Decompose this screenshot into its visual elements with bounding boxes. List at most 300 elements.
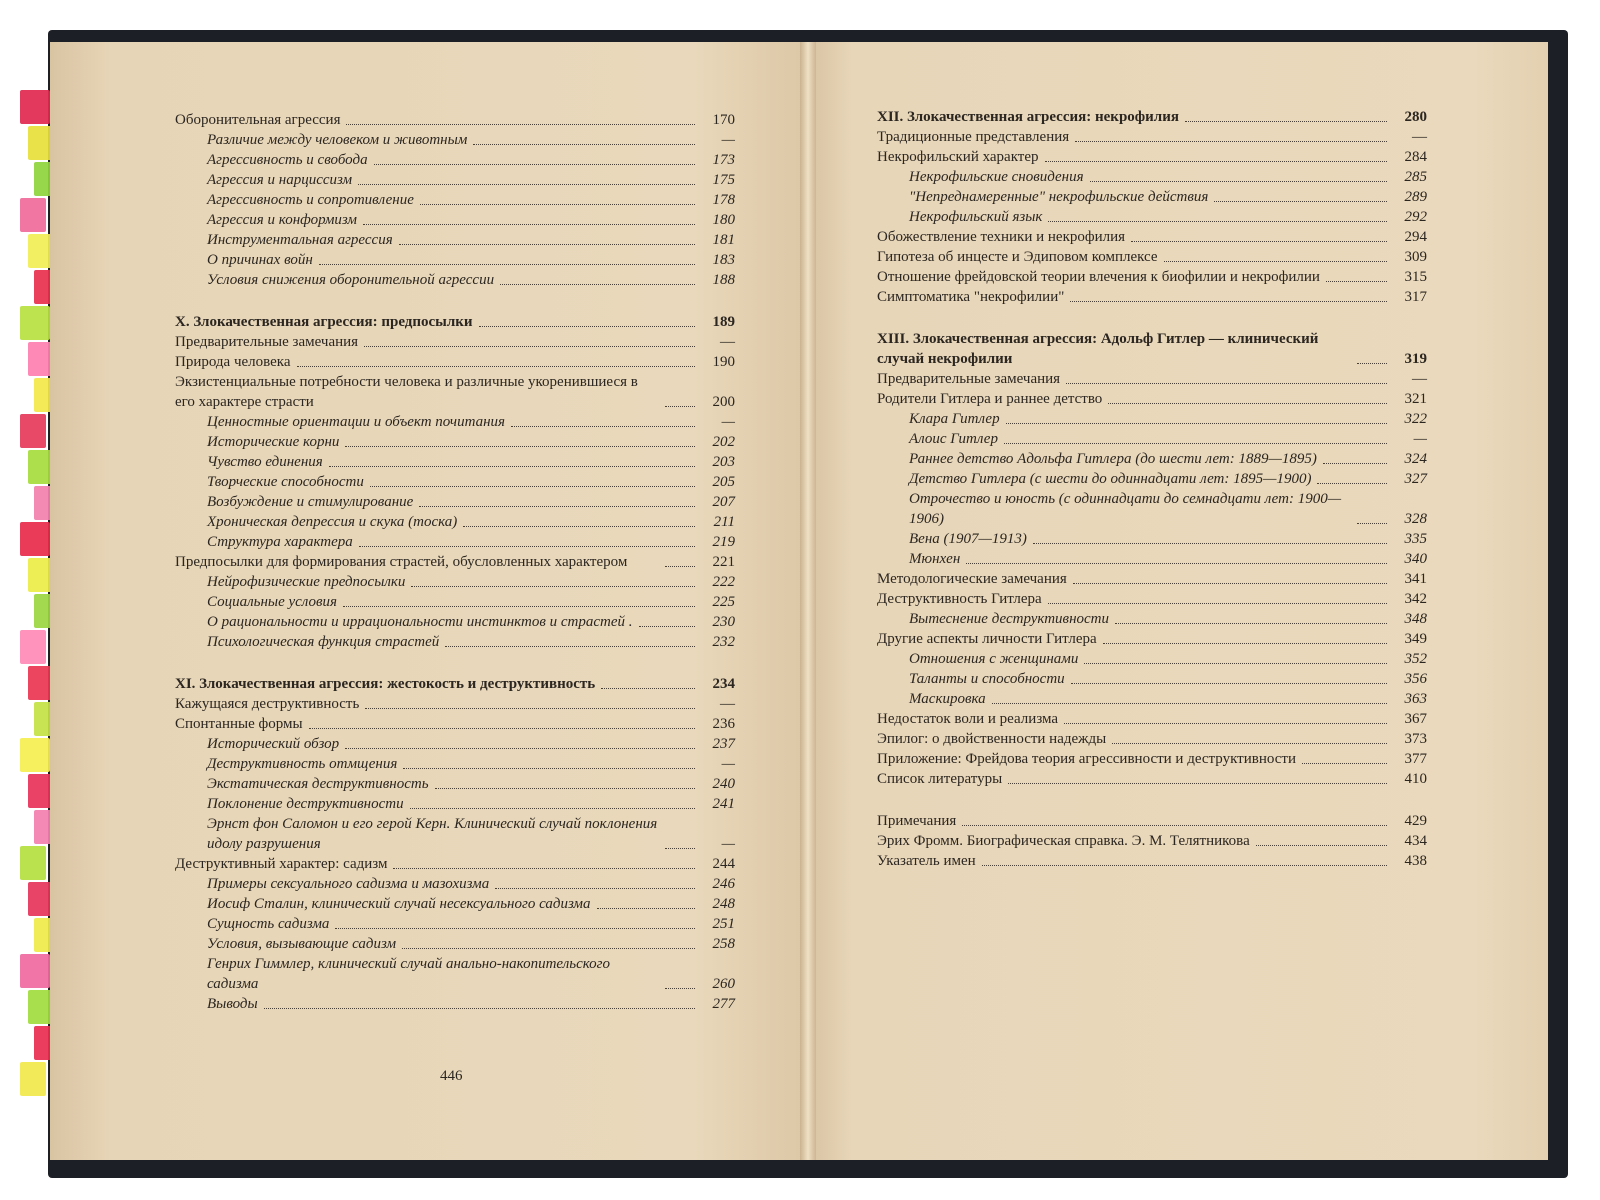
- dot-leader: [665, 988, 695, 989]
- dot-leader: [665, 406, 695, 407]
- toc-entry-title: Хроническая депрессия и скука (тоска): [207, 514, 458, 530]
- dot-leader: [1357, 523, 1387, 524]
- toc-entry-title: Детство Гитлера (с шести до одиннадцати лет: 1895—1900): [909, 471, 1312, 487]
- toc-entry-page: 438: [1404, 853, 1427, 869]
- dot-leader: [419, 506, 695, 507]
- toc-entry-title: XI. Злокачественная агрессия: жестокость и деструктивность: [175, 676, 596, 692]
- toc-entry: [175, 130, 735, 150]
- toc-entry-title: Инструментальная агрессия: [207, 232, 393, 248]
- dot-leader: [1302, 763, 1387, 764]
- dot-leader: [420, 204, 695, 205]
- toc-entry: [175, 472, 735, 492]
- toc-entry: [877, 409, 1427, 429]
- toc-entry-title: О причинах войн: [207, 252, 313, 268]
- toc-entry-page: 246: [712, 876, 735, 892]
- toc-entry-title: Деструктивный характер: садизм: [175, 856, 388, 872]
- section-gap: [877, 789, 1427, 811]
- toc-entry-title: Психологическая функция страстей: [207, 634, 440, 650]
- toc-entry: [877, 529, 1427, 549]
- dot-leader: [1185, 121, 1387, 122]
- toc-entry: [175, 854, 735, 874]
- dot-leader: [329, 466, 695, 467]
- toc-entry-title: Симптоматика "некрофилии": [877, 289, 1065, 305]
- toc-entry: [877, 649, 1427, 669]
- toc-entry: [877, 167, 1427, 187]
- dot-leader: [402, 948, 695, 949]
- toc-entry-title: XII. Злокачественная агрессия: некрофилия: [877, 109, 1179, 125]
- toc-entry-title: Вытеснение деструктивности: [909, 611, 1109, 627]
- toc-entry-page: 240: [712, 776, 735, 792]
- toc-chapter-entry: [175, 674, 735, 694]
- toc-entry-page: 230: [712, 614, 735, 630]
- toc-entry-page: 322: [1404, 411, 1427, 427]
- toc-entry-title: Ценностные ориентации и объект почитания: [207, 414, 506, 430]
- sticky-tab: [20, 954, 50, 988]
- toc-entry-page: 356: [1404, 671, 1427, 687]
- sticky-tab: [20, 738, 50, 772]
- toc-entry: [175, 250, 735, 270]
- toc-entry-page: 342: [1404, 591, 1427, 607]
- dot-leader: [1066, 383, 1387, 384]
- toc-entry-title: Социальные условия: [207, 594, 338, 610]
- toc-entry-page: 277: [712, 996, 735, 1012]
- sticky-tab: [20, 306, 50, 340]
- dot-leader: [435, 788, 695, 789]
- toc-entry-title: Приложение: Фрейдова теория агрессивности и деструктивности: [877, 751, 1296, 767]
- toc-entry-title: Недостаток воли и реализма: [877, 711, 1059, 727]
- toc-entry: [175, 612, 735, 632]
- toc-entry: [175, 894, 735, 914]
- toc-entry: [175, 532, 735, 552]
- toc-entry: [877, 831, 1427, 851]
- toc-entry: [175, 954, 735, 994]
- toc-entry-page: 183: [712, 252, 735, 268]
- toc-entry-title: Исторические корни: [207, 434, 340, 450]
- toc-entry-page: —: [720, 334, 735, 350]
- dot-leader: [601, 688, 695, 689]
- toc-entry-page: 410: [1404, 771, 1427, 787]
- sticky-tab: [20, 846, 46, 880]
- toc-entry-title: Генрих Гиммлер, клинический случай анально-накопительского садизма: [207, 956, 611, 992]
- dot-leader: [463, 526, 695, 527]
- toc-entry-title: Экстатическая деструктивность: [207, 776, 429, 792]
- toc-entry-page: 327: [1404, 471, 1427, 487]
- dot-leader: [1317, 483, 1387, 484]
- toc-entry-page: 180: [712, 212, 735, 228]
- toc-entry-page: 181: [712, 232, 735, 248]
- toc-entry: [877, 669, 1427, 689]
- dot-leader: [1256, 845, 1387, 846]
- toc-entry-title: X. Злокачественная агрессия: предпосылки: [175, 314, 473, 330]
- dot-leader: [1131, 241, 1387, 242]
- dot-leader: [495, 888, 695, 889]
- toc-entry-title: Агрессивность и сопротивление: [207, 192, 414, 208]
- dot-leader: [982, 865, 1387, 866]
- dot-leader: [1071, 683, 1387, 684]
- section-gap: [877, 307, 1427, 329]
- toc-entry-title: Иосиф Сталин, клинический случай несексуального садизма: [207, 896, 591, 912]
- toc-entry: [877, 709, 1427, 729]
- dot-leader: [597, 908, 695, 909]
- dot-leader: [1323, 463, 1387, 464]
- dot-leader: [1084, 663, 1387, 664]
- dot-leader: [345, 446, 695, 447]
- toc-entry-page: 203: [712, 454, 735, 470]
- toc-entry: [175, 452, 735, 472]
- toc-entry: [175, 432, 735, 452]
- toc-entry-title: XIII. Злокачественная агрессия: Адольф Гитлер — клинический случай некрофилии: [877, 331, 1319, 367]
- toc-entry: [877, 489, 1427, 529]
- dot-leader: [1070, 301, 1387, 302]
- toc-entry-title: Отношение фрейдовской теории влечения к биофилии и некрофилии: [877, 269, 1320, 285]
- toc-entry: [175, 874, 735, 894]
- book-gutter: [800, 42, 816, 1160]
- toc-entry-page: 244: [712, 856, 735, 872]
- toc-entry-title: Мюнхен: [909, 551, 961, 567]
- sticky-tab: [20, 1062, 46, 1096]
- toc-entry: [175, 210, 735, 230]
- toc-entry: [877, 629, 1427, 649]
- toc-entry-title: Гипотеза об инцесте и Эдиповом комплексе: [877, 249, 1158, 265]
- toc-entry: [877, 689, 1427, 709]
- dot-leader: [1008, 783, 1387, 784]
- toc-entry-title: Возбуждение и стимулирование: [207, 494, 414, 510]
- toc-entry: [175, 914, 735, 934]
- toc-entry-title: Спонтанные формы: [175, 716, 303, 732]
- dot-leader: [1073, 583, 1387, 584]
- toc-entry: [175, 714, 735, 734]
- toc-entry: [877, 769, 1427, 789]
- dot-leader: [365, 708, 695, 709]
- toc-entry-page: 234: [712, 676, 735, 692]
- dot-leader: [1064, 723, 1387, 724]
- dot-leader: [358, 184, 695, 185]
- dot-leader: [1357, 363, 1387, 364]
- toc-entry: [175, 934, 735, 954]
- toc-entry-title: Таланты и способности: [909, 671, 1065, 687]
- toc-entry: [877, 147, 1427, 167]
- toc-entry-title: Маскировка: [909, 691, 986, 707]
- dot-leader: [639, 626, 696, 627]
- toc-entry-page: 178: [712, 192, 735, 208]
- toc-entry: [877, 187, 1427, 207]
- toc-entry: [175, 352, 735, 372]
- toc-entry: [877, 609, 1427, 629]
- toc-entry-page: 317: [1404, 289, 1427, 305]
- dot-leader: [1115, 623, 1387, 624]
- toc-entry-title: Некрофильские сновидения: [909, 169, 1084, 185]
- toc-entry-title: Родители Гитлера и раннее детство: [877, 391, 1103, 407]
- dot-leader: [1033, 543, 1387, 544]
- dot-leader: [511, 426, 695, 427]
- toc-entry-title: Клара Гитлер: [909, 411, 1000, 427]
- dot-leader: [345, 748, 695, 749]
- toc-entry: [175, 794, 735, 814]
- toc-entry-page: 200: [712, 394, 735, 410]
- sticky-tab: [20, 522, 50, 556]
- dot-leader: [479, 326, 695, 327]
- toc-entry: [175, 150, 735, 170]
- dot-leader: [962, 825, 1387, 826]
- toc-entry-page: 434: [1404, 833, 1427, 849]
- toc-entry-title: Условия, вызывающие садизм: [207, 936, 397, 952]
- toc-entry-page: 202: [712, 434, 735, 450]
- toc-entry-title: "Непреднамеренные" некрофильские действия: [909, 189, 1209, 205]
- dot-leader: [1326, 281, 1387, 282]
- toc-entry: [877, 429, 1427, 449]
- toc-entry-title: Кажущаяся деструктивность: [175, 696, 360, 712]
- toc-entry-title: Методологические замечания: [877, 571, 1067, 587]
- section-gap: [175, 290, 735, 312]
- toc-entry: [877, 449, 1427, 469]
- toc-entry-page: 190: [712, 354, 735, 370]
- dot-leader: [319, 264, 695, 265]
- sticky-tab: [20, 90, 50, 124]
- toc-entry-page: 221: [712, 554, 735, 570]
- toc-entry-title: Некрофильский язык: [909, 209, 1043, 225]
- dot-leader: [1103, 643, 1387, 644]
- dot-leader: [500, 284, 695, 285]
- toc-chapter-entry: [877, 107, 1427, 127]
- dot-leader: [1048, 603, 1387, 604]
- toc-entry-title: Список литературы: [877, 771, 1003, 787]
- toc-entry-page: 315: [1404, 269, 1427, 285]
- toc-entry-page: —: [721, 414, 735, 430]
- toc-entry-page: 348: [1404, 611, 1427, 627]
- toc-entry-title: Деструктивность Гитлера: [877, 591, 1042, 607]
- toc-entry-page: 280: [1404, 109, 1427, 125]
- toc-entry-page: 377: [1404, 751, 1427, 767]
- toc-entry: [877, 287, 1427, 307]
- toc-entry-page: 225: [712, 594, 735, 610]
- toc-entry-title: Предпосылки для формирования страстей, обусловленных характером: [175, 554, 628, 570]
- toc-entry-title: Чувство единения: [207, 454, 323, 470]
- toc-entry-page: 319: [1404, 351, 1427, 367]
- sticky-tab: [20, 630, 46, 664]
- toc-entry: [877, 227, 1427, 247]
- toc-entry-title: Различие между человеком и животным: [207, 132, 468, 148]
- toc-entry-page: 189: [712, 314, 735, 330]
- dot-leader: [363, 224, 695, 225]
- toc-entry: [175, 694, 735, 714]
- toc-entry-page: 237: [712, 736, 735, 752]
- toc-entry-title: Природа человека: [175, 354, 291, 370]
- toc-entry-page: —: [721, 836, 735, 852]
- dot-leader: [665, 848, 695, 849]
- toc-entry-title: Отношения с женщинами: [909, 651, 1079, 667]
- toc-entry-title: Алоис Гитлер: [909, 431, 998, 447]
- toc-entry-title: Агрессия и конформизм: [207, 212, 357, 228]
- dot-leader: [966, 563, 1387, 564]
- dot-leader: [374, 164, 695, 165]
- toc-entry-page: 241: [712, 796, 735, 812]
- toc-entry: [877, 469, 1427, 489]
- dot-leader: [264, 1008, 695, 1009]
- dot-leader: [1075, 141, 1387, 142]
- toc-entry-page: —: [1412, 129, 1427, 145]
- toc-entry-page: —: [1412, 371, 1427, 387]
- toc-entry: [877, 127, 1427, 147]
- section-gap: [175, 652, 735, 674]
- toc-entry: [877, 389, 1427, 409]
- toc-entry-title: Творческие способности: [207, 474, 364, 490]
- dot-leader: [1045, 161, 1387, 162]
- page-number: 446: [440, 1068, 463, 1084]
- toc-entry-page: 284: [1404, 149, 1427, 165]
- toc-entry-title: Примечания: [877, 813, 957, 829]
- toc-entry-title: Примеры сексуального садизма и мазохизма: [207, 876, 490, 892]
- toc-entry-page: 285: [1404, 169, 1427, 185]
- toc-entry-title: Исторический обзор: [207, 736, 340, 752]
- toc-entry-page: 324: [1404, 451, 1427, 467]
- toc-entry: [877, 749, 1427, 769]
- toc-left-column: [175, 110, 735, 1014]
- toc-entry-title: Эрих Фромм. Биографическая справка. Э. М. Телятникова: [877, 833, 1250, 849]
- toc-right-column: [877, 107, 1427, 871]
- toc-entry-page: 258: [712, 936, 735, 952]
- toc-entry-page: 251: [712, 916, 735, 932]
- toc-entry-page: 340: [1404, 551, 1427, 567]
- toc-entry: [175, 372, 735, 412]
- toc-entry-title: Отрочество и юность (с одиннадцати до семнадцати лет: 1900—1906): [909, 491, 1342, 527]
- toc-entry-page: 248: [712, 896, 735, 912]
- dot-leader: [410, 808, 695, 809]
- toc-entry-page: 219: [712, 534, 735, 550]
- toc-entry: [175, 170, 735, 190]
- dot-leader: [297, 366, 695, 367]
- toc-entry: [175, 552, 735, 572]
- toc-entry-title: Указатель имен: [877, 853, 976, 869]
- dot-leader: [1112, 743, 1387, 744]
- toc-entry: [877, 247, 1427, 267]
- dot-leader: [445, 646, 695, 647]
- dot-leader: [665, 566, 695, 567]
- toc-entry-page: 367: [1404, 711, 1427, 727]
- dot-leader: [1214, 201, 1387, 202]
- toc-entry: [877, 267, 1427, 287]
- toc-entry-page: 260: [712, 976, 735, 992]
- toc-entry-title: Экзистенциальные потребности человека и различные укоренившиеся в его характере страсти: [175, 374, 638, 410]
- toc-entry-title: Структура характера: [207, 534, 353, 550]
- toc-entry-page: —: [720, 696, 735, 712]
- dot-leader: [335, 928, 695, 929]
- dot-leader: [473, 144, 695, 145]
- dot-leader: [1090, 181, 1387, 182]
- toc-entry: [175, 734, 735, 754]
- toc-entry-title: Деструктивность отмщения: [207, 756, 398, 772]
- toc-entry: [175, 190, 735, 210]
- toc-entry-page: —: [721, 756, 735, 772]
- dot-leader: [1004, 443, 1387, 444]
- toc-entry-page: 321: [1404, 391, 1427, 407]
- toc-chapter-entry: [175, 312, 735, 332]
- dot-leader: [343, 606, 695, 607]
- toc-entry-page: 363: [1404, 691, 1427, 707]
- dot-leader: [399, 244, 695, 245]
- dot-leader: [359, 546, 695, 547]
- toc-entry-page: 236: [712, 716, 735, 732]
- toc-entry: [877, 851, 1427, 871]
- dot-leader: [1048, 221, 1387, 222]
- toc-entry-page: 335: [1404, 531, 1427, 547]
- toc-entry-title: Агрессивность и свобода: [207, 152, 368, 168]
- toc-entry-title: Некрофильский характер: [877, 149, 1039, 165]
- toc-entry-title: Традиционные представления: [877, 129, 1070, 145]
- dot-leader: [1164, 261, 1387, 262]
- toc-entry: [877, 589, 1427, 609]
- toc-entry-page: 170: [712, 112, 735, 128]
- toc-entry-page: 207: [712, 494, 735, 510]
- toc-entry: [175, 332, 735, 352]
- toc-entry-title: Условия снижения оборонительной агрессии: [207, 272, 495, 288]
- toc-entry-page: 349: [1404, 631, 1427, 647]
- toc-entry: [877, 369, 1427, 389]
- toc-entry-page: 205: [712, 474, 735, 490]
- toc-entry: [175, 994, 735, 1014]
- toc-entry-page: 373: [1404, 731, 1427, 747]
- dot-leader: [1006, 423, 1387, 424]
- toc-entry: [877, 549, 1427, 569]
- toc-entry: [877, 811, 1427, 831]
- toc-entry-page: 188: [712, 272, 735, 288]
- toc-entry-title: Предварительные замечания: [175, 334, 359, 350]
- toc-entry-title: Нейрофизические предпосылки: [207, 574, 406, 590]
- toc-entry-page: 173: [712, 152, 735, 168]
- dot-leader: [346, 124, 695, 125]
- dot-leader: [393, 868, 695, 869]
- dot-leader: [403, 768, 695, 769]
- toc-entry-title: Агрессия и нарциссизм: [207, 172, 353, 188]
- dot-leader: [309, 728, 695, 729]
- toc-entry-title: Поклонение деструктивности: [207, 796, 404, 812]
- toc-entry-title: Раннее детство Адольфа Гитлера (до шести лет: 1889—1895): [909, 451, 1317, 467]
- toc-entry-page: 294: [1404, 229, 1427, 245]
- dot-leader: [411, 586, 695, 587]
- sticky-tab: [20, 198, 46, 232]
- toc-entry-title: Сущность садизма: [207, 916, 330, 932]
- toc-entry-page: 222: [712, 574, 735, 590]
- toc-entry: [175, 632, 735, 652]
- toc-entry: [175, 492, 735, 512]
- toc-entry: [877, 207, 1427, 227]
- toc-entry-page: 232: [712, 634, 735, 650]
- toc-entry: [175, 592, 735, 612]
- toc-entry-page: 211: [713, 514, 735, 530]
- toc-entry-title: Эпилог: о двойственности надежды: [877, 731, 1107, 747]
- toc-entry: [175, 572, 735, 592]
- toc-entry: [175, 270, 735, 290]
- toc-entry: [877, 729, 1427, 749]
- toc-entry-page: 352: [1404, 651, 1427, 667]
- toc-entry-title: Вена (1907—1913): [909, 531, 1027, 547]
- toc-entry-page: 175: [712, 172, 735, 188]
- toc-entry-title: Обожествление техники и некрофилия: [877, 229, 1126, 245]
- toc-entry-title: Другие аспекты личности Гитлера: [877, 631, 1097, 647]
- dot-leader: [370, 486, 695, 487]
- toc-entry-page: 309: [1404, 249, 1427, 265]
- toc-entry-title: О рациональности и иррациональности инстинктов и страстей .: [207, 614, 633, 630]
- toc-chapter-entry: [877, 329, 1427, 369]
- toc-entry-page: 289: [1404, 189, 1427, 205]
- toc-entry: [175, 774, 735, 794]
- toc-entry: [175, 230, 735, 250]
- toc-entry: [175, 754, 735, 774]
- dot-leader: [992, 703, 1387, 704]
- toc-entry-title: Выводы: [207, 996, 258, 1012]
- toc-entry-page: 429: [1404, 813, 1427, 829]
- toc-entry-title: Эрнст фон Саломон и его герой Керн. Клинический случай поклонения идолу разрушения: [207, 816, 658, 852]
- toc-entry-page: 292: [1404, 209, 1427, 225]
